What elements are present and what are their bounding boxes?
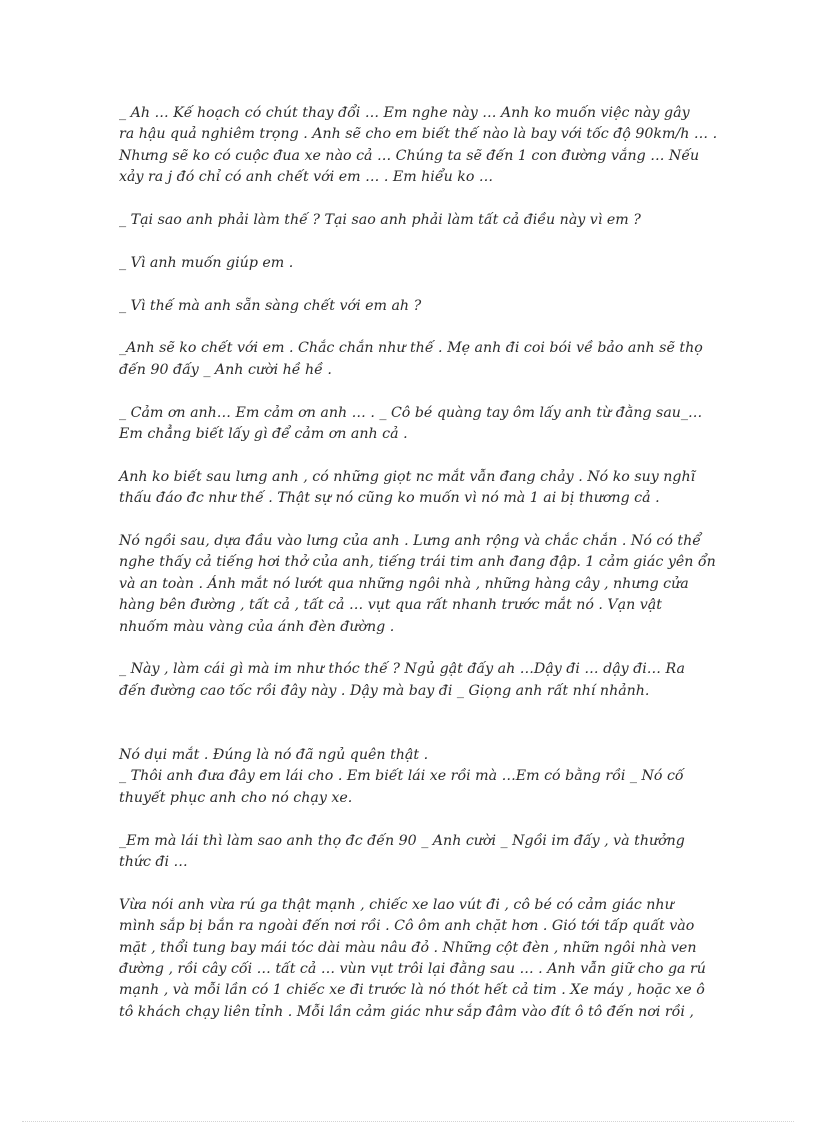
text-line: _ Tại sao anh phải làm thế ? Tại sao anh phải làm tất cả điều này vì em ? — [119, 212, 641, 229]
text-line: đến 90 đấy _ Anh cười hề hề . — [119, 361, 332, 378]
text-line: nghe thấy cả tiếng hơi thở của anh, tiếng trái tim anh đang đập. 1 cảm giác yên ổn — [119, 554, 716, 571]
paragraph — [119, 253, 701, 274]
text-line: tô khách chạy liên tỉnh . Mỗi lần cảm giác như sắp đâm vào đít ô tô đến nơi rồi , — [119, 1003, 694, 1020]
paragraph — [119, 659, 701, 702]
text-line: đường , rồi cây cối … tất cả … vùn vụt trôi lại đằng sau … . Anh vẫn giữ cho ga rú — [119, 961, 706, 978]
text-line: mình sắp bị bắn ra ngoài đến nơi rồi . Cô ôm anh chặt hơn . Gió tới tấp quất vào — [119, 918, 695, 935]
text-line: _ Thôi anh đưa đây em lái cho . Em biết lái xe rồi mà …Em có bằng rồi _ Nó cố — [119, 768, 684, 785]
paragraph — [119, 895, 706, 1023]
text-line: _Em mà lái thì làm sao anh thọ đc đến 90 _ Anh cười _ Ngồi im đấy , và thưởng — [119, 832, 685, 849]
text-line: xảy ra j đó chỉ có anh chết với em … . Em hiểu ko … — [119, 169, 494, 186]
text-line: mạnh , và mỗi lần có 1 chiếc xe đi trước là nó thót hết cả tim . Xe máy , hoặc xe ô — [119, 982, 705, 999]
text-line: Em chẳng biết lấy gì để cảm ơn anh cả . — [119, 426, 408, 443]
text-line: thuyết phục anh cho nó chạy xe. — [119, 789, 353, 806]
paragraph — [119, 210, 701, 231]
text-line: _Anh sẽ ko chết với em . Chắc chắn như thế . Mẹ anh đi coi bói về bảo anh sẽ thọ — [119, 340, 703, 357]
text-line: và an toàn . Ánh mắt nó lướt qua những ngôi nhà , những hàng cây , nhưng cửa — [119, 575, 689, 592]
text-line: Nó ngồi sau, dựa đầu vào lưng của anh . Lưng anh rộng và chắc chắn . Nó có thể — [119, 533, 701, 550]
paragraph — [119, 766, 701, 809]
text-line: hàng bên đường , tất cả , tất cả … vụt qua rất nhanh trước mắt nó . Vạn vật — [119, 597, 662, 614]
text-line: _ Này , làm cái gì mà im như thóc thế ? Ngủ gật đấy ah …Dậy đi … dậy đi… Ra — [119, 661, 685, 678]
text-line: _ Cảm ơn anh… Em cảm ơn anh … . _ Cô bé quàng tay ôm lấy anh từ đằng sau_… — [119, 404, 703, 421]
text-line: mặt , thổi tung bay mái tóc dài màu nâu đỏ . Những cột đèn , nhữn ngôi nhà ven — [119, 939, 697, 956]
text-line: thấu đáo đc như thế . Thật sự nó cũng ko muốn vì nó mà 1 ai bị thương cả . — [119, 490, 660, 507]
text-line: Nhưng sẽ ko có cuộc đua xe nào cả … Chúng ta sẽ đến 1 con đường vắng … Nếu — [119, 147, 700, 164]
paragraph — [119, 338, 701, 381]
text-line: đến đường cao tốc rồi đây này . Dậy mà bay đi _ Giọng anh rất nhí nhảnh. — [119, 682, 650, 699]
text-line: _ Vì anh muốn giúp em . — [119, 254, 294, 271]
text-line: thức đi … — [119, 854, 188, 871]
paragraph — [119, 531, 716, 638]
paragraph — [119, 403, 701, 446]
paragraph — [119, 296, 701, 317]
document-body — [119, 103, 718, 1045]
text-line: _ Vì thế mà anh sẵn sàng chết với em ah ? — [119, 297, 422, 314]
text-line: Anh ko biết sau lưng anh , có những giọt nc mắt vẫn đang chảy . Nó ko suy nghĩ — [119, 468, 696, 485]
paragraph — [119, 103, 718, 189]
page-bottom-border — [22, 1121, 794, 1122]
text-line: ra hậu quả nghiêm trọng . Anh sẽ cho em biết thế nào là bay với tốc độ 90km/h … . — [119, 126, 718, 143]
paragraph — [119, 831, 701, 874]
text-line: Vừa nói anh vừa rú ga thật mạnh , chiếc xe lao vút đi , cô bé có cảm giác như — [119, 896, 674, 913]
text-line: _ Ah … Kế hoạch có chút thay đổi … Em nghe này … Anh ko muốn việc này gây — [119, 105, 690, 121]
text-line: nhuốm màu vàng của ánh đèn đường . — [119, 618, 395, 635]
paragraph — [119, 745, 701, 766]
paragraph — [119, 467, 701, 510]
text-line: Nó dụi mắt . Đúng là nó đã ngủ quên thật . — [119, 747, 429, 764]
